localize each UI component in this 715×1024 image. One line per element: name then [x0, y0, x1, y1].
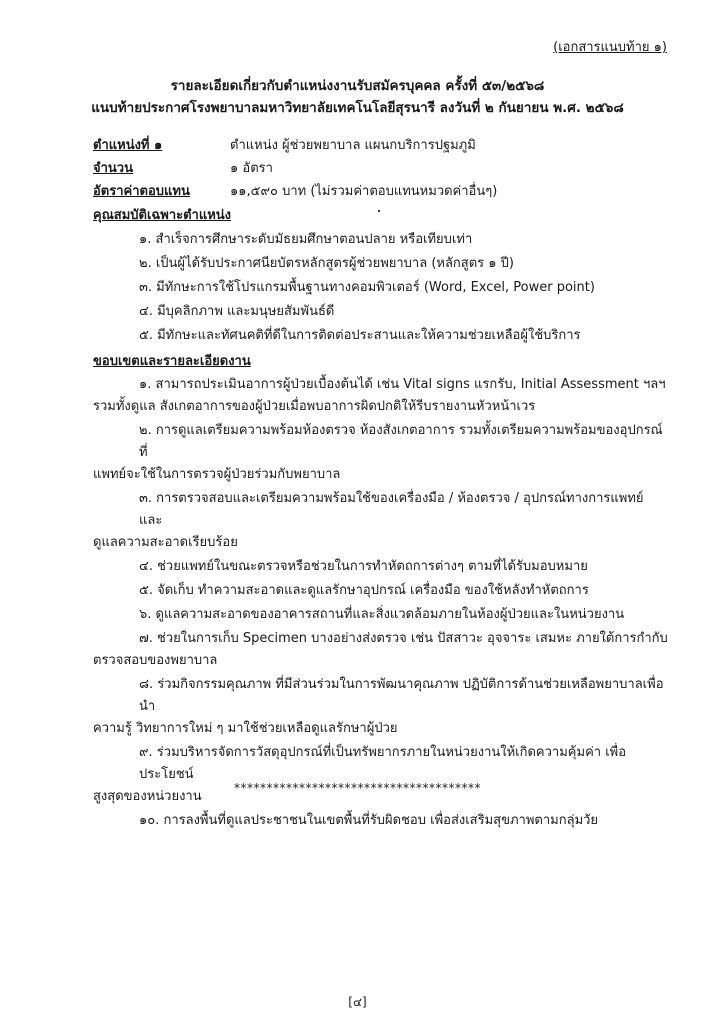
scope-list	[93, 374, 668, 834]
document-title: รายละเอียดเกี่ยวกับตำแหน่งงานรับสมัครบุคคล ครั้งที่ ๕๓/๒๕๖๘	[170, 78, 545, 94]
scope-item-continuation: แพทย์จะใช้ในการตรวจผู้ป่วยร่วมกับพยาบาล	[93, 467, 341, 482]
qualification-item: ๒. เป็นผู้ได้รับประกาศนียบัตรหลักสูตรผู้ช่วยพยาบาล (หลักสูตร ๑ ปี)	[139, 256, 515, 271]
scope-item-continuation: ตรวจสอบของพยาบาล	[93, 653, 218, 668]
scope-heading: ขอบเขตและรายละเอียดงาน	[93, 354, 251, 369]
scope-item-line: ๗. ช่วยในการเก็บ Specimen บางอย่างส่งตรวจ เช่น ปัสสาวะ อุจจาระ เสมหะ ภายใต้การกำกับ	[139, 631, 668, 646]
salary-label: อัตราค่าตอบแทน	[93, 184, 190, 199]
scope-item-line: ๖. ดูแลความสะอาดของอาคารสถานที่และสิ่งแวดล้อมภายในห้องผู้ป่วยและในหน่วยงาน	[139, 607, 625, 622]
scope-item	[93, 420, 668, 486]
scope-item-line: ๒. การดูแลเตรียมความพร้อมห้องตรวจ ห้องสังเกตอาการ รวมทั้งเตรียมความพร้อมของอุปกรณ์ที่	[139, 423, 663, 460]
annex-label: (เอกสารแนบท้าย ๑)	[553, 40, 667, 55]
position-row	[93, 134, 476, 155]
qualification-item: ๑. สำเร็จการศึกษาระดับมัธยมศึกษาตอนปลาย หรือเทียบเท่า	[139, 232, 473, 247]
qualifications-list	[93, 228, 653, 348]
page-number: [๔]	[348, 995, 367, 1009]
qualification-item: ๕. มีทักษะและทัศนคติที่ดีในการติดต่อประสานและให้ความช่วยเหลือผู้ใช้บริการ	[139, 328, 581, 343]
scope-item	[93, 488, 668, 554]
scope-item-line: ๑. สามารถประเมินอาการผู้ป่วยเบื้องต้นได้ เช่น Vital signs แรกรับ, Initial Assessment ฯลฯ	[139, 377, 666, 392]
salary-row	[93, 180, 497, 201]
scope-item	[93, 556, 668, 578]
scope-item-line: ๘. ร่วมกิจกรรมคุณภาพ ที่มีส่วนร่วมในการพัฒนาคุณภาพ ปฏิบัติการด้านช่วยเหลือพยาบาลเพื่อนำ	[139, 677, 664, 714]
document-subtitle: แนบท้ายประกาศโรงพยาบาลมหาวิทยาลัยเทคโนโลยีสุรนารี ลงวันที่ ๒ กันยายน พ.ศ. ๒๕๖๘	[91, 100, 624, 116]
scope-item-line: ๑๐. การลงพื้นที่ดูแลประชาชนในเขตพื้นที่รับผิดชอบ เพื่อส่งเสริมสุขภาพตามกลุ่มวัย	[139, 813, 599, 828]
quantity-label: จำนวน	[93, 161, 133, 176]
position-value: ตำแหน่ง ผู้ช่วยพยาบาล แผนกบริการปฐมภูมิ	[230, 138, 476, 153]
scope-item-line: ๓. การตรวจสอบและเตรียมความพร้อมใช้ของเครื่องมือ / ห้องตรวจ / อุปกรณ์ทางการแพทย์ และ	[139, 491, 644, 528]
scope-item-continuation: ความรู้ วิทยาการใหม่ ๆ มาใช้ช่วยเหลือดูแลรักษาผู้ป่วย	[93, 721, 398, 736]
scope-item	[93, 810, 668, 832]
scope-item	[93, 580, 668, 602]
position-label: ตำแหน่งที่ ๑	[93, 138, 163, 153]
scope-item	[93, 604, 668, 626]
separator-line: **************************************	[234, 781, 481, 795]
qualifications-heading: คุณสมบัติเฉพาะตำแหน่ง	[93, 208, 232, 223]
scope-item-continuation: สูงสุดของหน่วยงาน	[93, 789, 202, 804]
scope-item-line: ๔. ช่วยแพทย์ในขณะตรวจหรือช่วยในการทำหัตถการต่างๆ ตามที่ได้รับมอบหมาย	[139, 559, 588, 574]
salary-value: ๑๑,๕๙๐ บาท (ไม่รวมค่าตอบแทนหมวดค่าอื่นๆ)	[230, 184, 498, 199]
scope-item	[93, 374, 668, 418]
scope-item-line: ๕. จัดเก็บ ทำความสะอาดและดูแลรักษาอุปกรณ์ เครื่องมือ ของใช้หลังทำหัตถการ	[139, 583, 589, 598]
scope-item-line: ๙. ร่วมบริหารจัดการวัสดุอุปกรณ์ที่เป็นทรัพยากรภายในหน่วยงานให้เกิดความคุ้มค่า เพื่อประโยชน์	[139, 745, 627, 782]
qualification-item: ๔. มีบุคลิกภาพ และมนุษยสัมพันธ์ดี	[139, 304, 335, 319]
quantity-row	[93, 157, 273, 178]
scope-item-continuation: ดูแลความสะอาดเรียบร้อย	[93, 535, 238, 550]
scope-item	[93, 674, 668, 740]
qualification-item: ๓. มีทักษะการใช้โปรแกรมพื้นฐานทางคอมพิวเตอร์ (Word, Excel, Power point)	[139, 280, 595, 295]
scope-item	[93, 742, 668, 808]
scope-item	[93, 628, 668, 672]
quantity-value: ๑ อัตรา	[230, 161, 273, 176]
scope-item-continuation: รวมทั้งดูแล สังเกตอาการของผู้ป่วยเมื่อพบอาการผิดปกติให้รีบรายงานหัวหน้าเวร	[93, 399, 536, 414]
stray-dot	[378, 210, 380, 212]
